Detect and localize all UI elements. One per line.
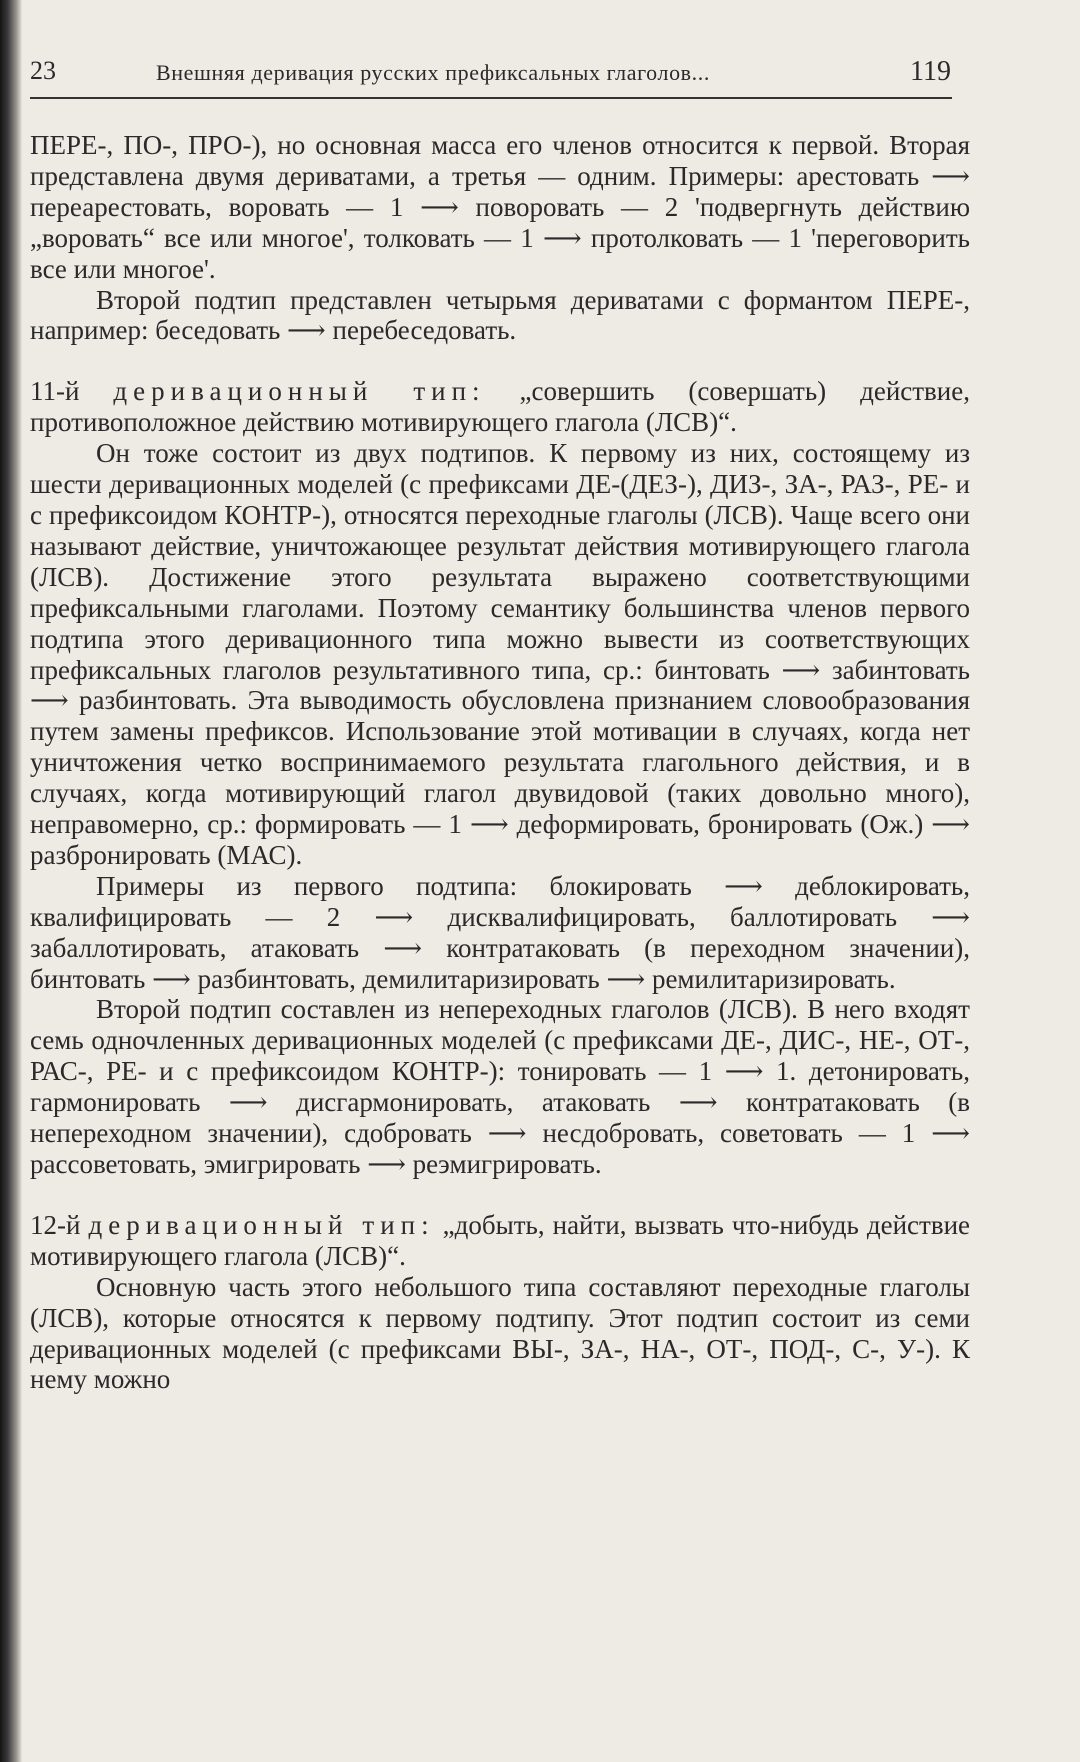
- page-body: [30, 130, 970, 1395]
- text-run: Примеры из первого подтипа: блокировать ⟶ деблокировать, квалифицировать — 2 ⟶ дисквалифицировать, баллотировать ⟶ забаллотировать, атаковать ⟶ контратаковать (в переходном значении), бинтовать ⟶ разбинтовать, демилитаризировать ⟶ ремилитаризировать.: [30, 870, 970, 994]
- text-run: „добыть, найти, вызвать что-нибудь действие мотивирующего глагола (ЛСВ)“.: [30, 1209, 970, 1271]
- text-run: „совершить (совершать) действие, противоположное действию мотивирующего глагола (ЛСВ)“.: [30, 376, 970, 438]
- left-page-number: 23: [30, 56, 56, 85]
- paragraph: [30, 1272, 970, 1396]
- text-run: Второй подтип составлен из непереходных глаголов (ЛСВ). В него входят семь одночленных деривационных моделей (с префиксами ДЕ-, ДИС-, НЕ-, ОТ-, РАС-, РЕ- и с префиксоидом КОНТР-): тонировать — 1 ⟶ 1. детонировать, гармонировать ⟶ дисгармонировать, атаковать ⟶ контратаковать (в непереходном значении), сдобровать ⟶ несдобровать, советовать — 1 ⟶ рассоветовать, эмигрировать ⟶ реэмигрировать.: [30, 994, 970, 1179]
- text-run: 11-й: [30, 376, 114, 407]
- paragraph: [30, 285, 970, 347]
- running-title: Внешняя деривация русских префиксальных глаголов...: [156, 60, 710, 85]
- paragraph-continuation: [30, 130, 970, 285]
- book-page: [30, 0, 1030, 1762]
- paragraph: [30, 438, 970, 871]
- text-run: Второй подтип представлен четырьмя дериватами с формантом ПЕРЕ-, например: беседовать ⟶ перебеседовать.: [30, 284, 970, 346]
- section-heading-12: [30, 1210, 970, 1272]
- text-run: Он тоже состоит из двух подтипов. К первому из них, состоящему из шести деривационных моделей (с префиксами ДЕ-(ДЕЗ-), ДИЗ-, ЗА-, РАЗ-, РЕ- и с префиксоидом КОНТР-), относятся переходные глаголы (ЛСВ). Чаще всего они называют действие, уничтожающее результат действия мотивирующего глагола (ЛСВ). Достижение этого результата выражено соответствующими префиксальными глаголами. Поэтому семантику большинства членов первого подтипа этого деривационного типа можно вывести из соответствующих префиксальных глаголов результативного типа, ср.: бинтовать ⟶ забинтовать ⟶ разбинтовать. Эта выводимость обусловлена признанием словообразования путем замены префиксов. Использование этой мотивации в случаях, когда нет уничтожения четко воспринимаемого результата глагольного действия, и в случаях, когда мотивирующий глагол двувидовой (таких довольно много), неправомерно, ср.: формировать — 1 ⟶ деформировать, бронировать (Ож.) ⟶ разбронировать (МАС).: [30, 438, 970, 870]
- text-run: Основную часть этого небольшого типа составляют переходные глаголы (ЛСВ), которые относятся к первому подтипу. Этот подтип состоит из семи деривационных моделей (с префиксами ВЫ-, ЗА-, НА-, ОТ-, ПОД-, С-, У-). К нему можно: [30, 1271, 970, 1395]
- paragraph: [30, 871, 970, 995]
- spaced-term: деривационный тип:: [88, 1209, 435, 1240]
- right-page-number: 119: [910, 56, 951, 87]
- text-run: 12-й: [30, 1209, 89, 1240]
- paragraph: [30, 994, 970, 1179]
- book-spine-shadow: [0, 0, 22, 1762]
- spaced-term: деривационный тип:: [113, 376, 486, 407]
- header-rule: [30, 97, 952, 99]
- page-header: [30, 56, 1030, 96]
- section-heading-11: [30, 376, 970, 438]
- text-run: ПЕРЕ-, ПО-, ПРО-), но основная масса его членов относится к первой. Вторая представлена двумя дериватами, а третья — одним. Примеры: арестовать ⟶ переарестовать, воровать — 1 ⟶ поворовать — 2 'подвергнуть действию „воровать“ все или многое', толковать — 1 ⟶ протолковать — 1 'переговорить все или многое'.: [30, 130, 970, 284]
